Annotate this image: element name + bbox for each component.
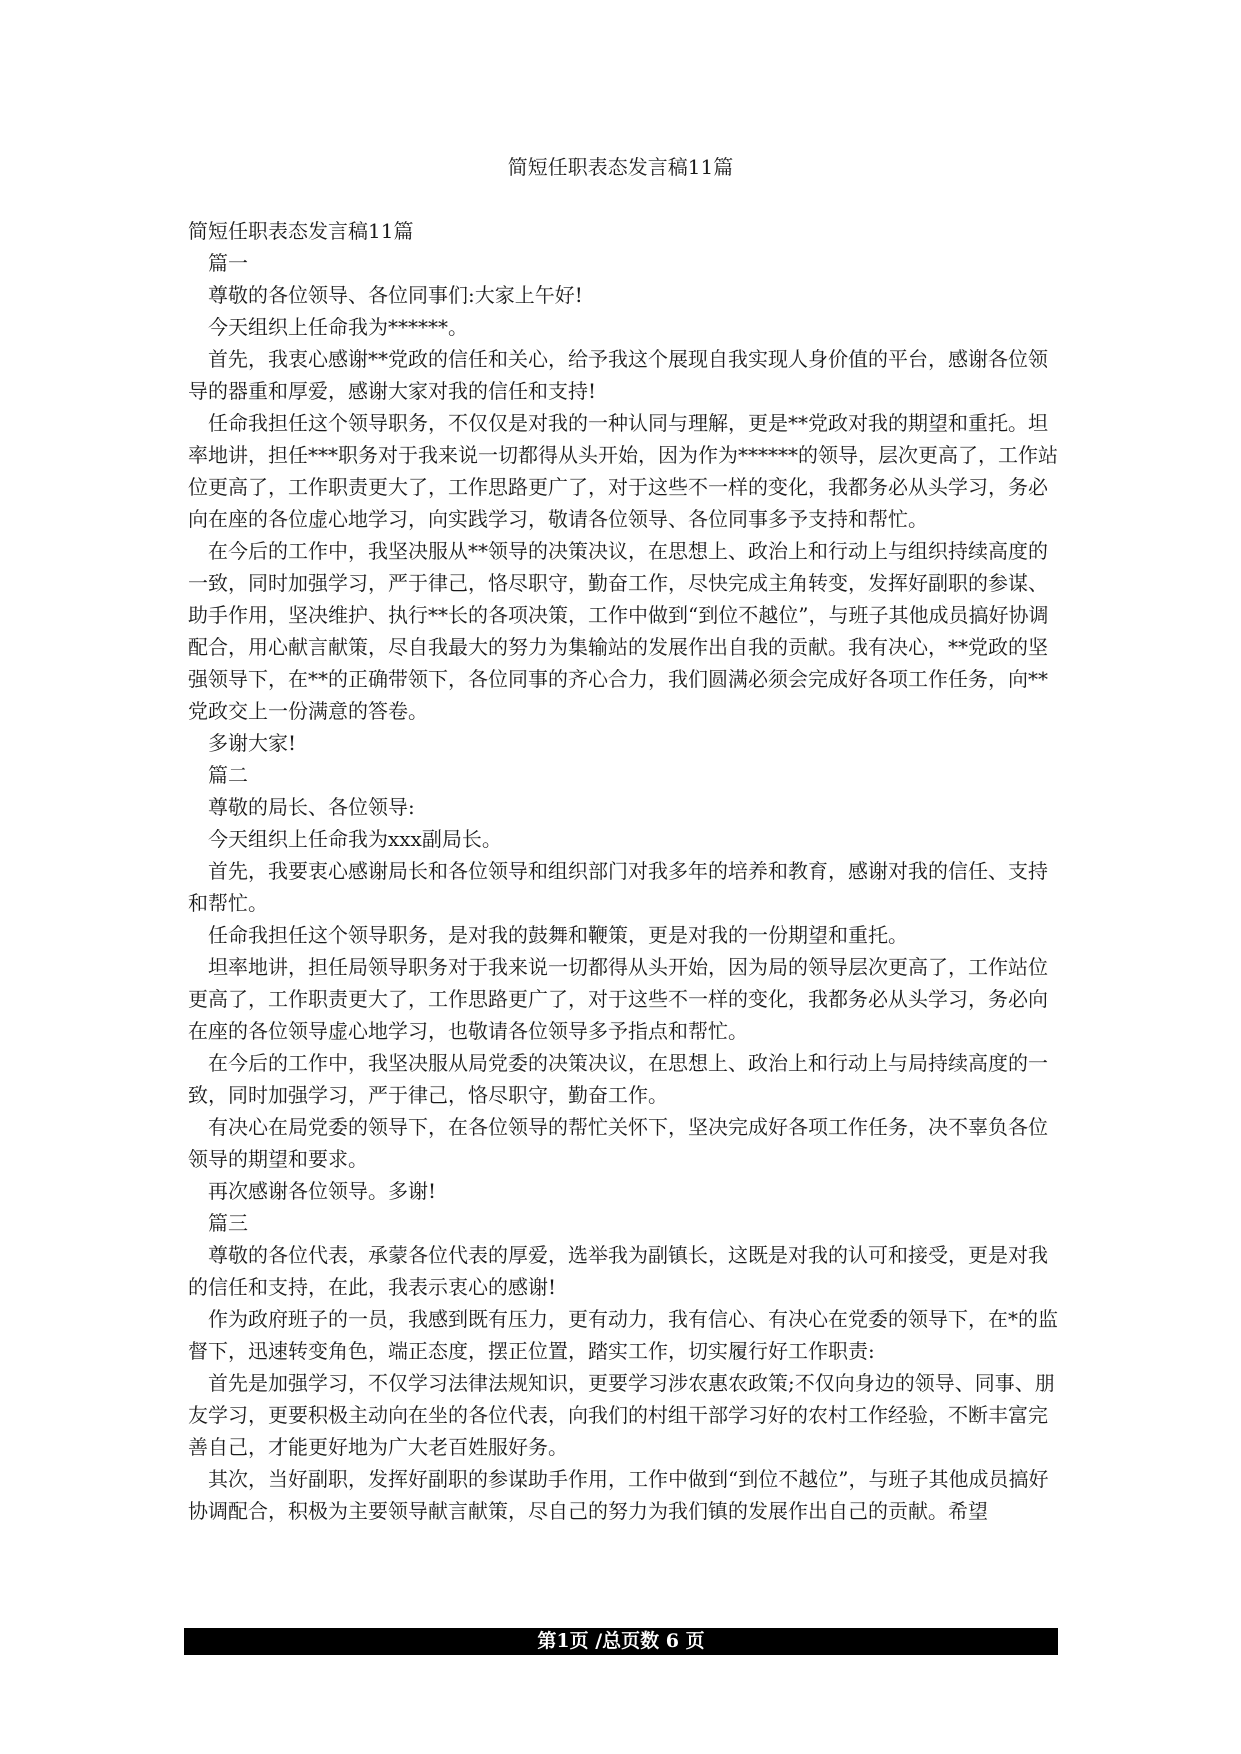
section-heading: 篇一 — [208, 251, 248, 275]
paragraph: 尊敬的各位领导、各位同事们:大家上午好! — [208, 283, 583, 307]
paragraph: 再次感谢各位领导。多谢! — [208, 1179, 437, 1203]
page-number-footer: 第1页 /总页数 6 页 — [184, 1628, 1058, 1655]
paragraph: 坦率地讲，担任局领导职务对于我来说一切都得从头开始，因为局的领导层次更高了，工作站位更高了，工作职责更大了，工作思路更广了，对于这些不一样的变化，我都务必从头学习，务必向在座的各位领导虚心地学习，也敬请各位领导多予指点和帮忙。 — [188, 955, 1048, 1043]
paragraph: 首先，我要衷心感谢局长和各位领导和组织部门对我多年的培养和教育，感谢对我的信任、支持和帮忙。 — [188, 859, 1048, 915]
paragraph: 多谢大家! — [208, 731, 297, 755]
paragraph: 尊敬的局长、各位领导: — [208, 795, 415, 819]
paragraph: 在今后的工作中，我坚决服从**领导的决策决议，在思想上、政治上和行动上与组织持续高度的一致，同时加强学习，严于律己，恪尽职守，勤奋工作，尽快完成主角转变，发挥好副职的参谋、助手作用，坚决维护、执行**长的各项决策，工作中做到“到位不越位”，与班子其他成员搞好协调配合，用心献言献策，尽自我最大的努力为集输站的发展作出自我的贡献。我有决心，**党政的坚强领导下，在**的正确带领下，各位同事的齐心合力，我们圆满必须会完成好各项工作任务，向**党政交上一份满意的答卷。 — [188, 539, 1049, 723]
section-heading: 篇三 — [208, 1211, 248, 1235]
page-title: 简短任职表态发言稿11篇 — [507, 155, 734, 179]
document-body — [188, 215, 1060, 1527]
paragraph: 今天组织上任命我为******。 — [208, 315, 468, 339]
paragraph: 作为政府班子的一员，我感到既有压力，更有动力，我有信心、有决心在党委的领导下，在*的监督下，迅速转变角色，端正态度，摆正位置，踏实工作，切实履行好工作职责: — [188, 1307, 1058, 1363]
paragraph: 首先是加强学习，不仅学习法律法规知识，更要学习涉农惠农政策;不仅向身边的领导、同事、朋友学习，更要积极主动向在坐的各位代表，向我们的村组干部学习好的农村工作经验，不断丰富完善自己，才能更好地为广大老百姓服好务。 — [188, 1371, 1055, 1459]
paragraph: 其次，当好副职，发挥好副职的参谋助手作用，工作中做到“到位不越位”，与班子其他成员搞好协调配合，积极为主要领导献言献策，尽自己的努力为我们镇的发展作出自己的贡献。希望 — [188, 1467, 1049, 1523]
paragraph: 在今后的工作中，我坚决服从局党委的决策决议，在思想上、政治上和行动上与局持续高度的一致，同时加强学习，严于律己，恪尽职守，勤奋工作。 — [188, 1051, 1048, 1107]
paragraph: 有决心在局党委的领导下，在各位领导的帮忙关怀下，坚决完成好各项工作任务，决不辜负各位领导的期望和要求。 — [188, 1115, 1048, 1171]
paragraph: 首先，我衷心感谢**党政的信任和关心，给予我这个展现自我实现人身价值的平台，感谢各位领导的器重和厚爱，感谢大家对我的信任和支持! — [188, 347, 1048, 403]
paragraph: 尊敬的各位代表，承蒙各位代表的厚爱，选举我为副镇长，这既是对我的认可和接受，更是对我的信任和支持，在此，我表示衷心的感谢! — [188, 1243, 1048, 1299]
paragraph: 今天组织上任命我为xxx副局长。 — [208, 827, 502, 851]
paragraph: 任命我担任这个领导职务，不仅仅是对我的一种认同与理解，更是**党政对我的期望和重托。坦率地讲，担任***职务对于我来说一切都得从头开始，因为作为******的领导，层次更高了，工作站位更高了，工作职责更大了，工作思路更广了，对于这些不一样的变化，我都务必从头学习，务必向在座的各位虚心地学习，向实践学习，敬请各位领导、各位同事多予支持和帮忙。 — [188, 411, 1058, 531]
section-heading: 篇二 — [208, 763, 248, 787]
paragraph: 任命我担任这个领导职务，是对我的鼓舞和鞭策，更是对我的一份期望和重托。 — [208, 923, 908, 947]
document-heading: 简短任职表态发言稿11篇 — [188, 219, 414, 243]
